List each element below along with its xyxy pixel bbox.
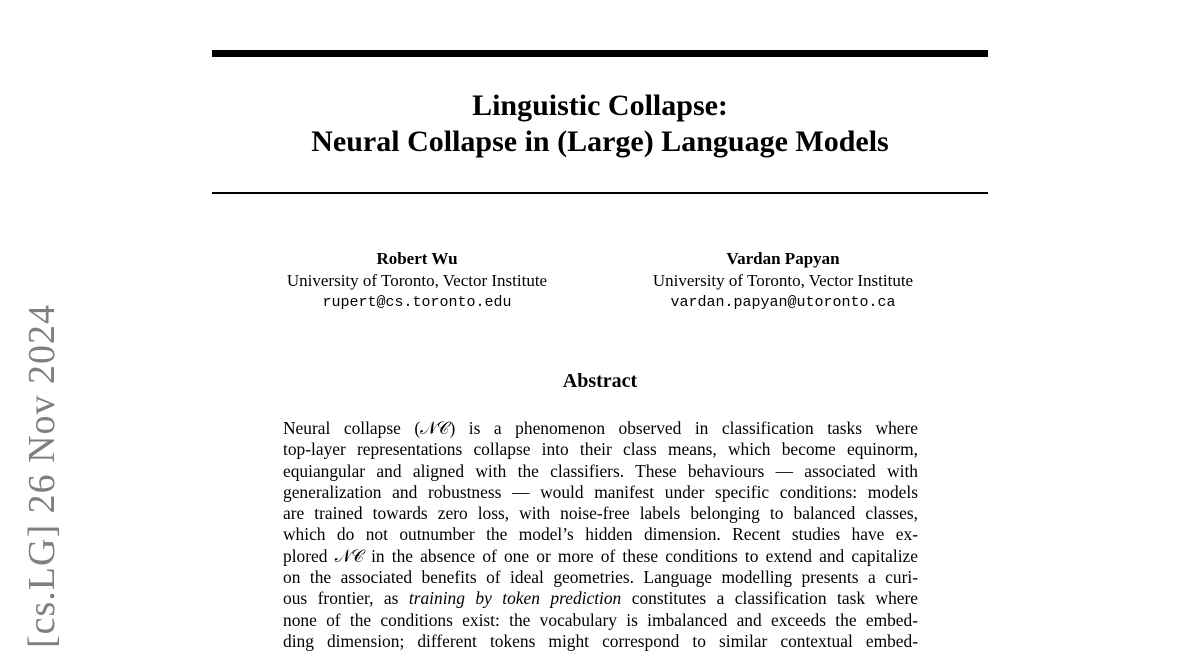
author-block-1 [262, 248, 572, 314]
author-name: Robert Wu [376, 249, 458, 268]
author-name: Vardan Papyan [726, 249, 840, 268]
abstract-line: are trained towards zero loss, with noise-free labels belonging to balanced classes, [283, 503, 918, 524]
title-line-1: Linguistic Collapse: [472, 89, 728, 122]
author-block-2 [628, 248, 938, 314]
abstract-line: ding dimension; different tokens might correspond to similar contextual embed- [283, 630, 918, 651]
abstract-line: top-layer representations collapse into their class means, which become equinorm, [283, 439, 918, 460]
abstract-line: equiangular and aligned with the classifiers. These behaviours — associated with [283, 460, 918, 481]
abstract-line: plored 𝒩𝒞 in the absence of one or more of these conditions to extend and capitalize [283, 545, 918, 566]
abstract-line: ous frontier, as training by token prediction constitutes a classification task where [283, 588, 918, 609]
title-rule [212, 192, 988, 194]
abstract-line: none of the conditions exist: the vocabulary is imbalanced and exceeds the embed- [283, 609, 918, 630]
author-affiliation: University of Toronto, Vector Institute [286, 271, 548, 290]
author-email: vardan.papyan@utoronto.ca [670, 294, 896, 311]
abstract-heading: Abstract [562, 370, 638, 392]
author-affiliation: University of Toronto, Vector Institute [652, 271, 914, 290]
abstract-line: which do not outnumber the model’s hidden dimension. Recent studies have ex- [283, 524, 918, 545]
abstract-line: on the associated benefits of ideal geometries. Language modelling presents a curi- [283, 567, 918, 588]
abstract-line: Neural collapse (𝒩𝒞) is a phenomenon observed in classification tasks where [283, 418, 918, 438]
abstract-line: generalization and robustness — would manifest under specific conditions: models [283, 481, 918, 502]
top-rule [212, 50, 988, 57]
title-line-2: Neural Collapse in (Large) Language Models [311, 125, 889, 158]
abstract-italic-phrase: training by token prediction [408, 588, 622, 609]
arxiv-stamp: [cs.LG] 26 Nov 2024 [21, 303, 63, 648]
author-email: rupert@cs.toronto.edu [322, 294, 512, 311]
paper-title [212, 88, 988, 160]
abstract-body [283, 418, 918, 652]
